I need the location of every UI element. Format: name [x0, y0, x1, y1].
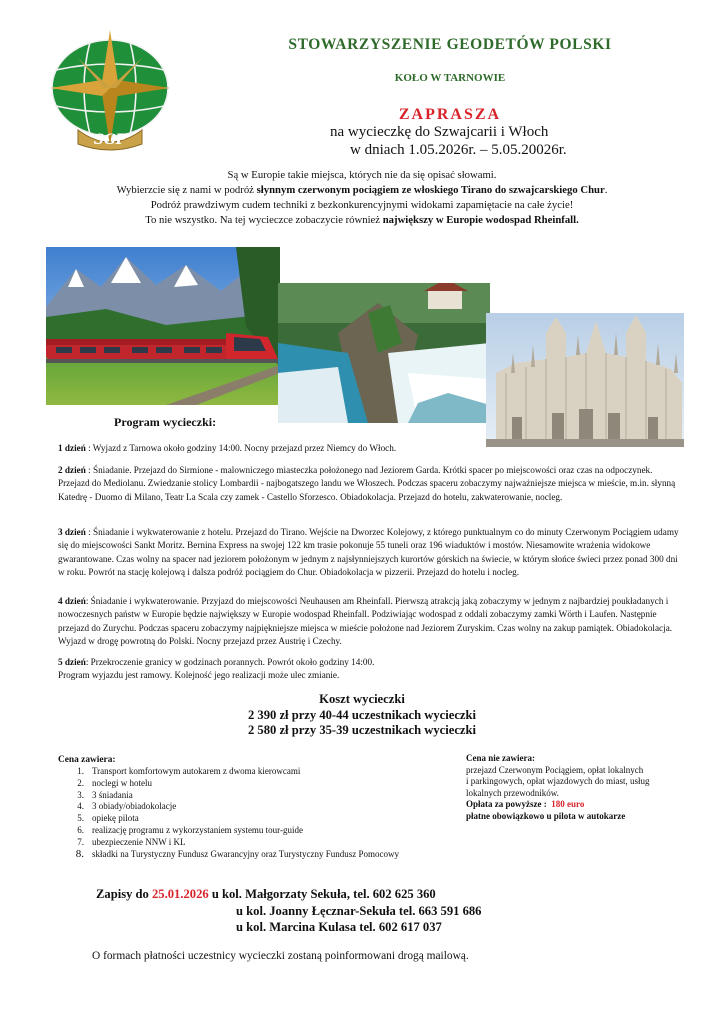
- program-day-3: 3 dzień : Śniadanie i wykwaterowanie z hotelu. Przejazd do Tirano. Wejście na Dworzec Kolejowy, z którego punktualnym co do minuty Czerwonym Pociągiem udamy się do miejscowości Sankt Moritz. Bernina Express na swojej 122 km trasie pokonuje 55 tuneli oraz 196 wiaduktów i mostów. Niesamowite wrażenia widokowe gwarantowane. Czas wolny na spacer nad jeziorem położonym w jednym z najsłynniejszych kurortów górskich na świecie, w którym słońce świeci przez ponad 300 dni w roku. Powrót na stację kolejową i dalsza podróż pociągiem do Chur. Obiadokolacja w pizzerii. Przejazd do hotelu i nocleg.: [58, 527, 679, 578]
- signup-section: Zapisy do 25.01.2026 u kol. Małgorzaty Sekuła, tel. 602 625 360 u kol. Joanny Łęcznar-Sekuła tel. 663 591 686 u kol. Marcina Kulasa tel. 602 617 037: [96, 887, 482, 934]
- waterfall-photo: [278, 283, 490, 423]
- cost-title: Koszt wycieczki: [319, 692, 405, 706]
- list-item: 7. ubezpieczenie NNW i KL: [77, 836, 186, 847]
- sgp-logo: [48, 30, 172, 154]
- cost-line-2: 2 580 zł przy 35-39 uczestnikach wycieczki: [247, 723, 477, 737]
- program-day-2: 2 dzień : Śniadanie. Przejazd do Sirmione - malowniczego miasteczka położonego nad Jeziorem Garda. Krótki spacer po miejscowości oraz czas na odpoczynek. Przejazd do Mediolanu. Zwiedzanie stolicy Lombardii - najbogatszego landu we Włoszech. Podczas spaceru zobaczymy najważniejsze miejsca w mieście, m.in. słynną Katedrę - Duomo di Milano, Teatr La Scala czy zamek - Castello Sforzesco. Obiadokolacja. Przejazd do hotelu, zakwaterowanie, nocleg.: [58, 465, 676, 502]
- trip-dates: w dniach 1.05.2026r. – 5.05.20026r.: [350, 142, 567, 158]
- intro-line-1: Są w Europie takie miejsca, których nie da się opisać słowami.: [227, 169, 497, 181]
- program-day-4: 4 dzień: Śniadanie i wykwaterowanie. Przyjazd do miejscowości Neuhausen am Rheinfall. Pierwszą atrakcją jaką zobaczymy w jednym z najbardziej poukładanych i nowoczesnych państw w Europie będzie największy w Europie wodospad Rheinfall. Podziwiając wodospad z oddali zobaczymy zamki Wörth i Laufen. Następnie przejazd do Zurychu. Podczas spaceru zobaczymy najpiękniejsze miejsca w mieście położone nad Jeziorem Zuryskim. Czas wolny na zakup pamiątek. Obiadokolacja. Wyjazd w drogę powrotną do Polski. Nocny przejazd przez Austrię i Czechy.: [58, 596, 673, 647]
- list-item: 6. realizację programu z wykorzystaniem systemu tour-guide: [77, 824, 303, 835]
- intro-line-2: Wybierzcie się z nami w podróż słynnym czerwonym pociągiem ze włoskiego Tirano do szwajcarskiego Chur.: [116, 184, 608, 196]
- fee-line: Opłata za powyższe : 180 euro: [466, 799, 585, 810]
- excluded-line-3: lokalnych przewodników.: [466, 787, 559, 798]
- payment-note: O formach płatności uczestnicy wycieczki zostaną poinformowani drogą mailową.: [92, 950, 469, 962]
- excluded-section: [466, 753, 649, 823]
- list-item: 8. składki na Turystyczny Fundusz Gwarancyjny oraz Turystyczny Fundusz Pomocowy: [75, 847, 399, 860]
- train-photo: [46, 247, 280, 405]
- intro-line-3: Podróż prawdziwym cudem techniki z bezkonkurencyjnymi widokami zapamiętacie na całe życie!: [150, 199, 574, 211]
- milan-cathedral-photo: [486, 313, 684, 447]
- program-day-1: 1 dzień : Wyjazd z Tarnowa około godziny 14:00. Nocny przejazd przez Niemcy do Włoch.: [58, 443, 397, 453]
- program-day-5: 5 dzień: Przekroczenie granicy w godzinach porannych. Powrót około godziny 14:00. Program wyjazdu jest ramowy. Kolejność jego realizacji może ulec zmianie.: [58, 657, 375, 681]
- signup-contact-2: u kol. Joanny Łęcznar-Sekuła tel. 663 591 686: [236, 903, 482, 918]
- invite-heading: ZAPRASZA: [398, 106, 502, 123]
- excluded-title: Cena nie zawiera:: [466, 753, 535, 763]
- list-item: 2. noclegi w hotelu: [77, 777, 152, 788]
- excluded-line-1: przejazd Czerwonym Pociągiem, opłat lokalnych: [466, 764, 644, 775]
- logo-text: SGP: [93, 132, 127, 148]
- list-item: 3. 3 śniadania: [77, 789, 133, 800]
- intro-text: [40, 168, 684, 228]
- cost-section: [170, 692, 554, 739]
- fee-value: 180 euro: [551, 799, 585, 810]
- signup-contact-3: u kol. Marcina Kulasa tel. 602 617 037: [236, 920, 442, 934]
- list-item: 5. opiekę pilota: [77, 813, 139, 824]
- list-item: 1. Transport komfortowym autokarem z dwoma kierowcami: [77, 766, 301, 776]
- included-title: Cena zawiera:: [58, 755, 116, 765]
- program-title: Program wycieczki:: [114, 415, 217, 429]
- signup-deadline: 25.01.2026: [152, 887, 209, 901]
- list-item: 4. 3 obiady/obiadokolacje: [77, 801, 177, 812]
- branch-name: KOŁO W TARNOWIE: [394, 72, 506, 84]
- organization-name: STOWARZYSZENIE GEODETÓW POLSKI: [288, 36, 612, 53]
- trip-title: na wycieczkę do Szwajcarii i Włoch: [330, 124, 549, 140]
- excluded-line-2: i parkingowych, opłat wjazdowych do miast, usług: [466, 776, 650, 787]
- program-note: Program wyjazdu jest ramowy. Kolejność jego realizacji może ulec zmianie.: [58, 670, 340, 681]
- fee-note: płatne obowiązkowo u pilota w autokarze: [466, 810, 626, 821]
- intro-line-4: To nie wszystko. Na tej wycieczce zobaczycie również największy w Europie wodospad Rheinfall.: [145, 214, 579, 226]
- cost-line-1: 2 390 zł przy 40-44 uczestnikach wycieczki: [247, 707, 477, 722]
- included-list: [58, 766, 399, 860]
